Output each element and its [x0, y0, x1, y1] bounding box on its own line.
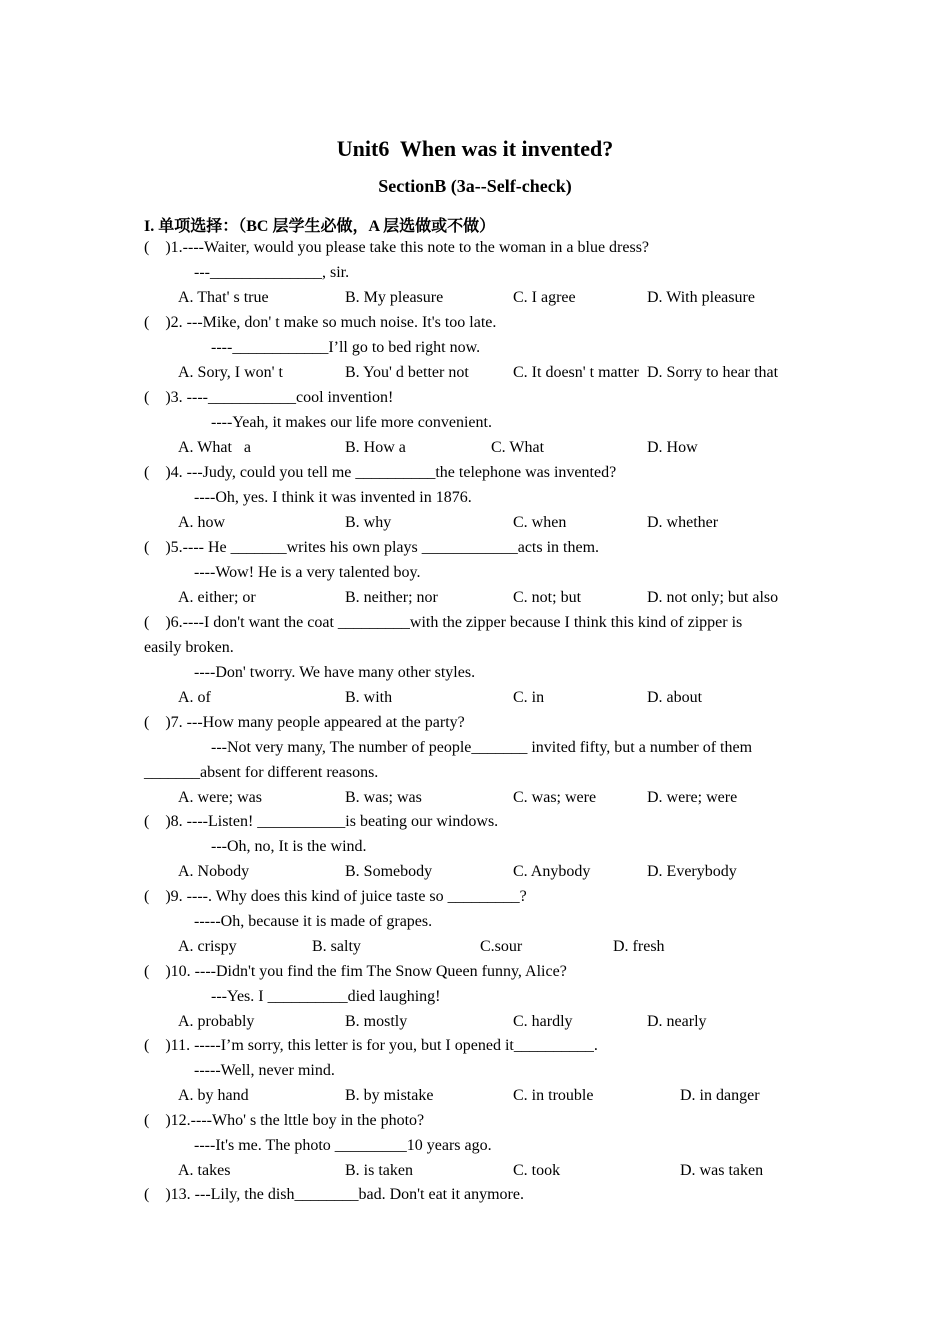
question-10-option-a: A. probably	[178, 1013, 255, 1030]
question-10-option-b: B. mostly	[345, 1013, 408, 1030]
question-1-response: ---______________, sir.	[194, 264, 350, 281]
question-8-option-d: D. Everybody	[647, 863, 737, 880]
question-6-option-b: B. with	[345, 689, 393, 706]
question-12-response: ----It's me. The photo _________10 years ago.	[194, 1137, 492, 1154]
question-11-stem: ( )11. -----I’m sorry, this letter is for you, but I opened it__________.	[144, 1037, 598, 1054]
question-7-option-b: B. was; was	[345, 789, 422, 806]
question-9-option-a: A. crispy	[178, 938, 237, 955]
question-4-option-a: A. how	[178, 514, 226, 531]
question-5-stem: ( )5.---- He _______writes his own plays ____________acts in them.	[144, 539, 600, 556]
question-4-option-b: B. why	[345, 514, 392, 531]
question-9-response: -----Oh, because it is made of grapes.	[194, 913, 433, 930]
question-2-option-a: A. Sory, I won' t	[178, 364, 283, 381]
question-12-stem: ( )12.----Who' s the lttle boy in the photo?	[144, 1112, 425, 1129]
question-5-response: ----Wow! He is a very talented boy.	[194, 564, 421, 581]
section-heading: I. 单项选择：（BC 层学生必做，A 层选做或不做）	[144, 218, 496, 235]
question-7-response-continued: _______absent for different reasons.	[144, 764, 379, 781]
page-title: Unit6 When was it invented?	[336, 136, 614, 161]
question-12-option-a: A. takes	[178, 1162, 231, 1179]
question-8-stem: ( )8. ----Listen! ___________is beating our windows.	[144, 813, 499, 830]
question-7-option-c: C. was; were	[513, 789, 597, 806]
question-5-option-d: D. not only; but also	[647, 589, 779, 606]
question-12-option-b: B. is taken	[345, 1162, 413, 1179]
question-8-response: ---Oh, no, It is the wind.	[211, 838, 367, 855]
question-3-option-d: D. How	[647, 439, 698, 456]
question-12-option-d: D. was taken	[680, 1162, 764, 1179]
question-12-option-c: C. took	[513, 1162, 561, 1179]
question-2-option-c: C. It doesn' t matter	[513, 364, 639, 381]
question-4-option-c: C. when	[513, 514, 567, 531]
question-6-stem: ( )6.----I don't want the coat _________with the zipper because I think this kind of zipper is	[144, 614, 743, 631]
question-3-option-c: C. What	[491, 439, 545, 456]
question-6-option-c: C. in	[513, 689, 545, 706]
question-7-stem: ( )7. ---How many people appeared at the party?	[144, 714, 465, 731]
question-8-option-a: A. Nobody	[178, 863, 250, 880]
question-3-option-b: B. How a	[345, 439, 406, 456]
question-4-stem: ( )4. ---Judy, could you tell me __________the telephone was invented?	[144, 464, 617, 481]
question-4-response: ----Oh, yes. I think it was invented in 1876.	[194, 489, 472, 506]
question-11-response: -----Well, never mind.	[194, 1062, 335, 1079]
question-10-option-d: D. nearly	[647, 1013, 707, 1030]
question-10-response: ---Yes. I __________died laughing!	[211, 988, 441, 1005]
question-1-option-b: B. My pleasure	[345, 289, 444, 306]
question-9-option-d: D. fresh	[613, 938, 665, 955]
question-3-option-a: A. What a	[178, 439, 252, 456]
question-9-option-c: C.sour	[480, 938, 523, 955]
question-11-option-d: D. in danger	[680, 1087, 760, 1104]
question-11-option-b: B. by mistake	[345, 1087, 434, 1104]
question-5-option-c: C. not; but	[513, 589, 582, 606]
question-3-response: ----Yeah, it makes our life more convenient.	[211, 414, 492, 431]
question-2-response: ----____________I’ll go to bed right now.	[211, 339, 481, 356]
question-6-option-d: D. about	[647, 689, 703, 706]
question-7-option-d: D. were; were	[647, 789, 738, 806]
question-3-stem: ( )3. ----___________cool invention!	[144, 389, 394, 406]
question-9-option-b: B. salty	[312, 938, 361, 955]
question-8-option-b: B. Somebody	[345, 863, 433, 880]
question-4-option-d: D. whether	[647, 514, 719, 531]
question-13-stem: ( )13. ---Lily, the dish________bad. Don't eat it anymore.	[144, 1186, 524, 1203]
question-7-option-a: A. were; was	[178, 789, 262, 806]
question-10-option-c: C. hardly	[513, 1013, 573, 1030]
question-2-option-d: D. Sorry to hear that	[647, 364, 779, 381]
question-2-stem: ( )2. ---Mike, don' t make so much noise. It's too late.	[144, 314, 497, 331]
question-2-option-b: B. You' d better not	[345, 364, 469, 381]
question-5-option-b: B. neither; nor	[345, 589, 438, 606]
question-10-stem: ( )10. ----Didn't you find the fim The Snow Queen funny, Alice?	[144, 963, 567, 980]
question-1-option-d: D. With pleasure	[647, 289, 755, 306]
question-1-option-a: A. That' s true	[178, 289, 269, 306]
page-subtitle: SectionB (3a--Self-check)	[378, 176, 572, 196]
question-6-response: ----Don' tworry. We have many other styles.	[194, 664, 476, 681]
question-6-stem-continued: easily broken.	[144, 639, 234, 656]
question-6-option-a: A. of	[178, 689, 211, 706]
question-9-stem: ( )9. ----. Why does this kind of juice taste so _________?	[144, 888, 527, 905]
question-1-option-c: C. I agree	[513, 289, 576, 306]
question-11-option-c: C. in trouble	[513, 1087, 594, 1104]
question-8-option-c: C. Anybody	[513, 863, 591, 880]
question-1-stem: ( )1.----Waiter, would you please take this note to the woman in a blue dress?	[144, 239, 650, 256]
question-11-option-a: A. by hand	[178, 1087, 249, 1104]
question-7-response: ---Not very many, The number of people_______ invited fifty, but a number of them	[211, 739, 753, 756]
question-5-option-a: A. either; or	[178, 589, 256, 606]
